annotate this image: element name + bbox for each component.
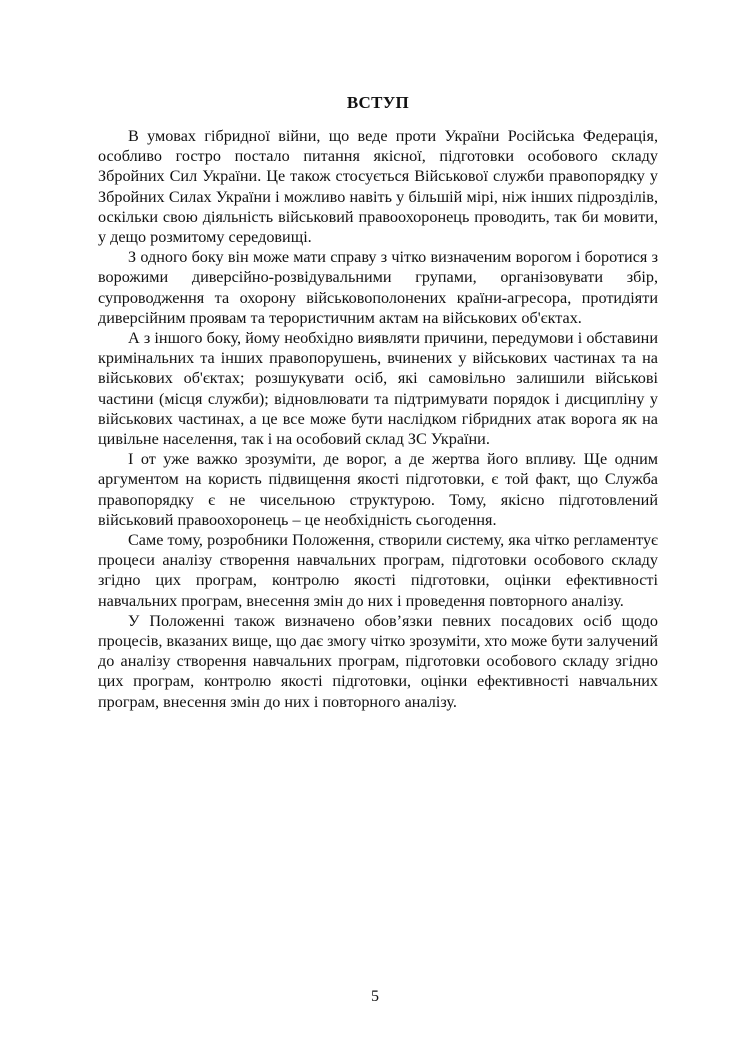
paragraph-4: І от уже важко зрозуміти, де ворог, а де жертва його впливу. Ще одним аргументом на користь підвищення якості підготовки, є той факт, що Служба правопорядку є не чисельною структурою. Тому, якісно підготовлений військовий правоохоронець – це необхідність сьогодення. — [98, 450, 658, 529]
paragraph-1: В умовах гібридної війни, що веде проти України Російська Федерація, особливо гостро постало питання якісної, підготовки особового складу Збройних Сил України. Це також стосується Військової служби правопорядку у Збройних Силах України і можливо навіть у більшій мірі, ніж інших підрозділів, оскільки свою діяльність військовий правоохоронець проводить, так би мовити, у дещо розмитому середовищі. — [98, 127, 658, 247]
paragraph-3: А з іншого боку, йому необхідно виявляти причини, передумови і обставини кримінальних та інших правопорушень, вчинених у військових частинах та на військових об'єктах; розшукувати осіб, які самовільно залишили військові частини (місця служби); відновлювати та підтримувати порядок і дисципліну у військових частинах, а це все може бути наслідком гібридних атак ворога як на цивільне населення, так і на особовий склад ЗС України. — [98, 329, 658, 449]
page-number: 5 — [371, 988, 379, 1005]
paragraph-5: Саме тому, розробники Положення, створили систему, яка чітко регламентує процеси аналізу створення навчальних програм, підготовки особового складу згідно цих програм, контролю якості підготовки, оцінки ефективності навчальних програм, внесення змін до них і проведення повторного аналізу. — [98, 531, 658, 610]
document-body — [98, 93, 658, 712]
paragraph-6: У Положенні також визначено обов’язки певних посадових осіб щодо процесів, вказаних вище, що дає змогу чітко зрозуміти, хто може бути залучений до аналізу створення навчальних програм, підготовки особового складу згідно цих програм, контролю якості підготовки, оцінки ефективності навчальних програм, внесення змін до них і повторного аналізу. — [98, 611, 658, 711]
paragraph-2: З одного боку він може мати справу з чітко визначеним ворогом і боротися з ворожими диверсійно-розвідувальними групами, організовувати збір, супроводження та охорону військовополонених країни-агресора, протидіяти диверсійним проявам та терористичним актам на військових об'єктах. — [98, 248, 658, 327]
page-title: ВСТУП — [346, 93, 410, 112]
